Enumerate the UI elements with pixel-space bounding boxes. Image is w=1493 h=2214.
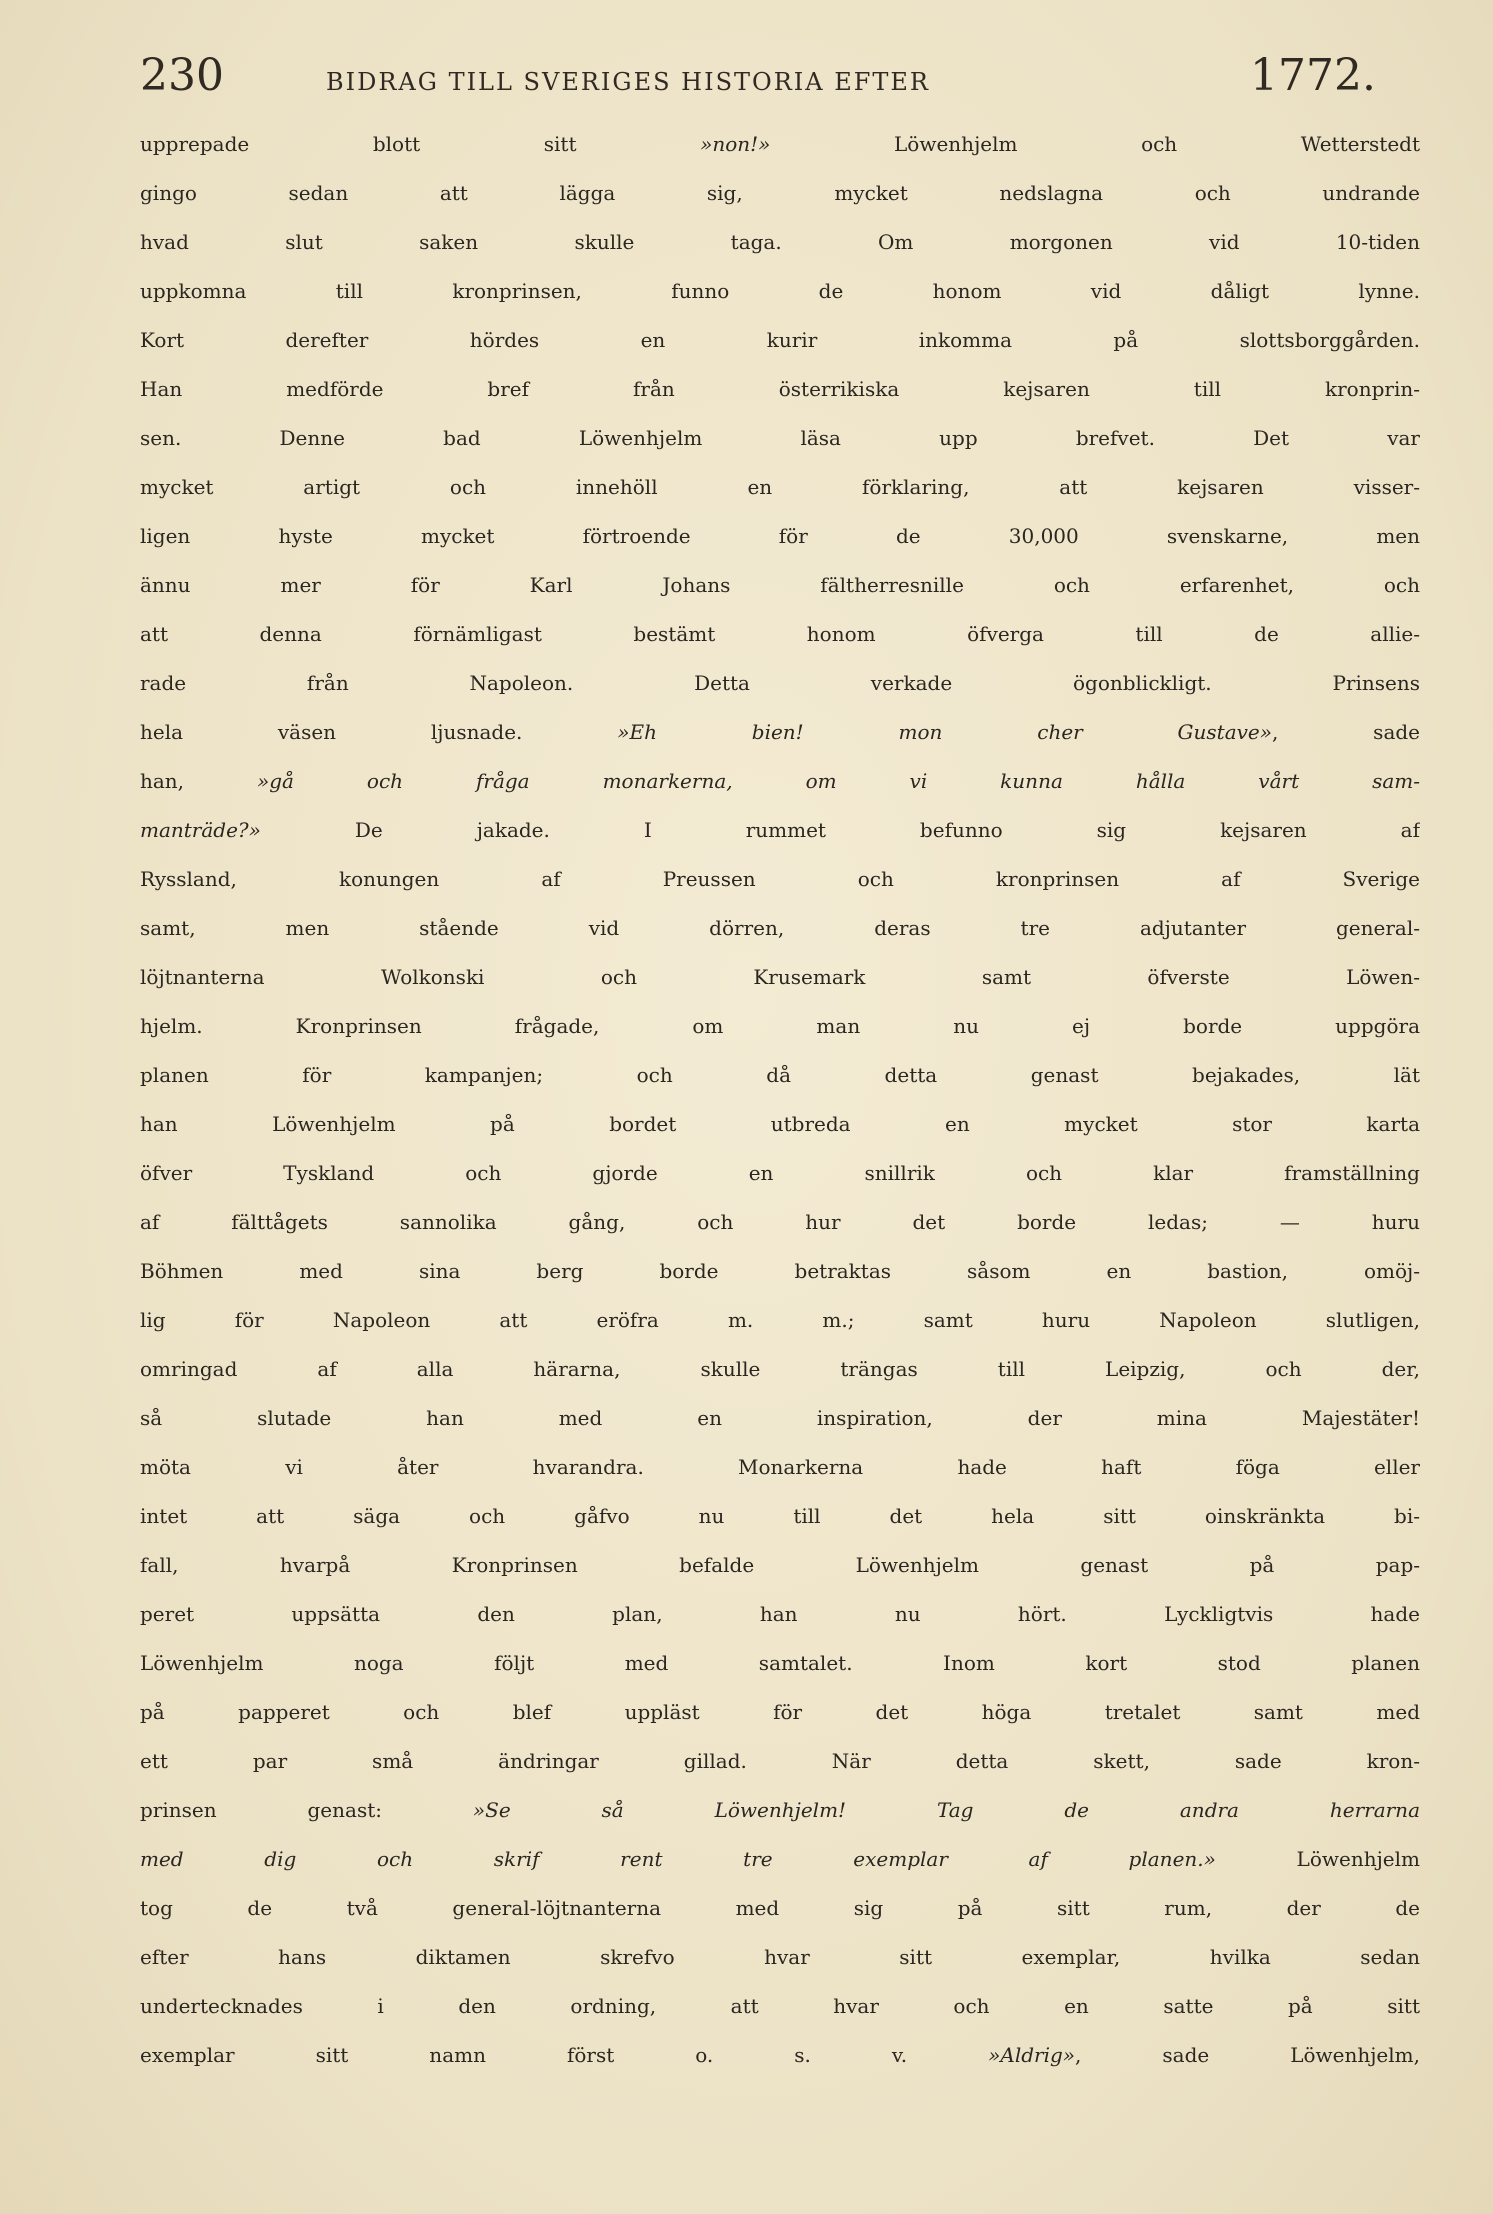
text-run: hjelm. Kronprinsen frågade, om man nu ej borde uppgöra bbox=[140, 1014, 1420, 1038]
text-run: att denna förnämligast bestämt honom öfverga till de allie- bbox=[140, 622, 1420, 646]
text-line bbox=[140, 757, 1420, 806]
text-line bbox=[140, 1541, 1420, 1590]
text-run: möta vi åter hvarandra. Monarkerna hade haft föga eller bbox=[140, 1455, 1420, 1479]
text-run: ligen hyste mycket förtroende för de 30,000 svenskarne, men bbox=[140, 524, 1420, 548]
text-run: rade från Napoleon. Detta verkade ögonblickligt. Prinsens bbox=[140, 671, 1420, 695]
text-run: af fälttågets sannolika gång, och hur det borde ledas; — huru bbox=[140, 1210, 1420, 1234]
text-run: undertecknades i den ordning, att hvar och en satte på sitt bbox=[140, 1994, 1420, 2018]
text-run: samt, men stående vid dörren, deras tre adjutanter general- bbox=[140, 916, 1420, 940]
text-run: hvad slut saken skulle taga. Om morgonen vid 10-tiden bbox=[140, 230, 1420, 254]
text-line bbox=[140, 414, 1420, 463]
text-line bbox=[140, 610, 1420, 659]
text-line bbox=[140, 1982, 1420, 2031]
text-line bbox=[140, 365, 1420, 414]
text-line bbox=[140, 316, 1420, 365]
text-line bbox=[140, 659, 1420, 708]
text-run: tog de två general-löjtnanterna med sig på sitt rum, der de bbox=[140, 1896, 1420, 1920]
italic-text-run: »Eh bien! mon cher Gustave» bbox=[617, 720, 1272, 744]
text-line bbox=[140, 463, 1420, 512]
text-line bbox=[140, 855, 1420, 904]
italic-text-run: med dig och skrif rent tre exemplar af planen.» bbox=[140, 1847, 1216, 1871]
text-line bbox=[140, 2031, 1420, 2080]
text-run: ännu mer för Karl Johans fältherresnille och erfarenhet, och bbox=[140, 573, 1420, 597]
text-line bbox=[140, 1100, 1420, 1149]
text-line bbox=[140, 1786, 1420, 1835]
text-line bbox=[140, 169, 1420, 218]
text-run: han, bbox=[140, 769, 257, 793]
italic-text-run: »non!» bbox=[700, 132, 771, 156]
text-run: Löwenhjelm bbox=[1215, 1847, 1420, 1871]
text-run: på papperet och blef uppläst för det höga tretalet samt med bbox=[140, 1700, 1420, 1724]
body-text bbox=[140, 120, 1420, 2080]
text-run: , sade bbox=[1272, 720, 1420, 744]
italic-text-run: »Se så Löwenhjelm! Tag de andra herrarna bbox=[472, 1798, 1420, 1822]
text-line bbox=[140, 1198, 1420, 1247]
text-run: sen. Denne bad Löwenhjelm läsa upp brefvet. Det var bbox=[140, 426, 1420, 450]
text-run: intet att säga och gåfvo nu till det hela sitt oinskränkta bi- bbox=[140, 1504, 1420, 1528]
text-run: uppkomna till kronprinsen, funno de honom vid dåligt lynne. bbox=[140, 279, 1420, 303]
text-run: mycket artigt och innehöll en förklaring, att kejsaren visser- bbox=[140, 475, 1420, 499]
text-line bbox=[140, 953, 1420, 1002]
text-line bbox=[140, 1639, 1420, 1688]
text-line bbox=[140, 1933, 1420, 1982]
text-run: prinsen genast: bbox=[140, 1798, 473, 1822]
text-line bbox=[140, 1296, 1420, 1345]
text-run: , sade Löwenhjelm, bbox=[1075, 2043, 1420, 2067]
text-line bbox=[140, 1492, 1420, 1541]
page-number: 230 bbox=[140, 50, 224, 101]
running-head-year: 1772. bbox=[1250, 50, 1376, 101]
text-run: Kort derefter hördes en kurir inkomma på slottsborggården. bbox=[140, 328, 1420, 352]
text-run: planen för kampanjen; och då detta genast bejakades, lät bbox=[140, 1063, 1420, 1087]
text-run: fall, hvarpå Kronprinsen befalde Löwenhjelm genast på pap- bbox=[140, 1553, 1420, 1577]
italic-text-run: manträde?» bbox=[140, 818, 261, 842]
text-run: löjtnanterna Wolkonski och Krusemark samt öfverste Löwen- bbox=[140, 965, 1420, 989]
text-line bbox=[140, 218, 1420, 267]
text-line bbox=[140, 1884, 1420, 1933]
italic-text-run: »Aldrig» bbox=[988, 2043, 1076, 2067]
text-line bbox=[140, 1002, 1420, 1051]
text-line bbox=[140, 561, 1420, 610]
text-line bbox=[140, 1443, 1420, 1492]
text-run: Löwenhjelm noga följt med samtalet. Inom kort stod planen bbox=[140, 1651, 1420, 1675]
text-run: Böhmen med sina berg borde betraktas såsom en bastion, omöj- bbox=[140, 1259, 1420, 1283]
text-line bbox=[140, 267, 1420, 316]
italic-text-run: »gå och fråga monarkerna, om vi kunna hålla vårt sam- bbox=[257, 769, 1420, 793]
text-run: gingo sedan att lägga sig, mycket nedslagna och undrande bbox=[140, 181, 1420, 205]
text-run: peret uppsätta den plan, han nu hört. Lyckligtvis hade bbox=[140, 1602, 1420, 1626]
text-run: omringad af alla härarna, skulle trängas till Leipzig, och der, bbox=[140, 1357, 1420, 1381]
text-run: Löwenhjelm och Wetterstedt bbox=[770, 132, 1420, 156]
text-run: Han medförde bref från österrikiska kejsaren till kronprin- bbox=[140, 377, 1420, 401]
text-run: hela väsen ljusnade. bbox=[140, 720, 618, 744]
text-line bbox=[140, 1688, 1420, 1737]
text-run: öfver Tyskland och gjorde en snillrik och klar framställning bbox=[140, 1161, 1420, 1185]
text-run: upprepade blott sitt bbox=[140, 132, 701, 156]
page-header bbox=[140, 46, 1376, 106]
text-line bbox=[140, 512, 1420, 561]
text-line bbox=[140, 1835, 1420, 1884]
text-run: lig för Napoleon att eröfra m. m.; samt huru Napoleon slutligen, bbox=[140, 1308, 1420, 1332]
text-run: ett par små ändringar gillad. När detta skett, sade kron- bbox=[140, 1749, 1420, 1773]
text-line bbox=[140, 1051, 1420, 1100]
text-line bbox=[140, 1247, 1420, 1296]
text-run: efter hans diktamen skrefvo hvar sitt exemplar, hvilka sedan bbox=[140, 1945, 1420, 1969]
text-line bbox=[140, 1345, 1420, 1394]
text-line bbox=[140, 1394, 1420, 1443]
text-run: så slutade han med en inspiration, der mina Majestäter! bbox=[140, 1406, 1420, 1430]
text-run: han Löwenhjelm på bordet utbreda en mycket stor karta bbox=[140, 1112, 1420, 1136]
text-line bbox=[140, 708, 1420, 757]
text-line bbox=[140, 904, 1420, 953]
text-run: exemplar sitt namn först o. s. v. bbox=[140, 2043, 989, 2067]
text-run: De jakade. I rummet befunno sig kejsaren af bbox=[260, 818, 1420, 842]
text-line bbox=[140, 120, 1420, 169]
running-head: BIDRAG TILL SVERIGES HISTORIA EFTER bbox=[326, 68, 930, 96]
text-line bbox=[140, 1737, 1420, 1786]
text-line bbox=[140, 1590, 1420, 1639]
text-line bbox=[140, 806, 1420, 855]
text-line bbox=[140, 1149, 1420, 1198]
text-run: Ryssland, konungen af Preussen och kronprinsen af Sverige bbox=[140, 867, 1420, 891]
